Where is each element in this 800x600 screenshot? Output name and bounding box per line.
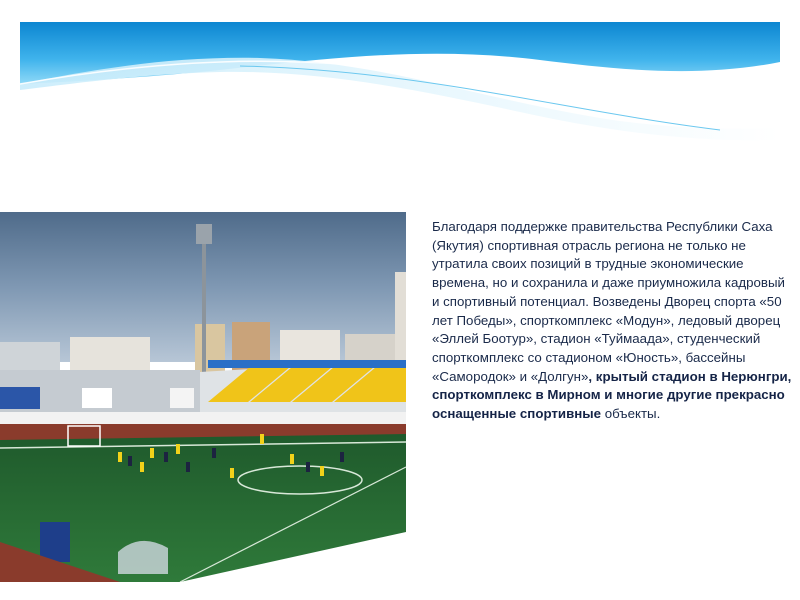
stadium-photo xyxy=(0,212,406,582)
wave-banner xyxy=(0,0,800,150)
paragraph-bold: , крытый стадион в Нерюнгри, спорткомплекс в Мирном и многие другие прекрасно оснащенные спортивные xyxy=(432,368,792,422)
paragraph-regular-2: объекты. xyxy=(601,406,661,422)
description-paragraph xyxy=(432,218,792,424)
paragraph-regular-1: Благодаря поддержке правительства Республики Саха (Якутия) спортивная отрасль региона не только не утратила своих позиций в трудные экономические времена, но и сохранила и даже приумножила кадровый и спортивный потенциал. Возведены Дворец спорта «50 лет Победы», спорткомплекс «Модун», ледовый дворец «Эллей Боотур», стадион «Туймаада», студенческий спорткомплекс со стадионом «Юность», бассейны «Самородок» и «Долгун» xyxy=(432,219,785,384)
